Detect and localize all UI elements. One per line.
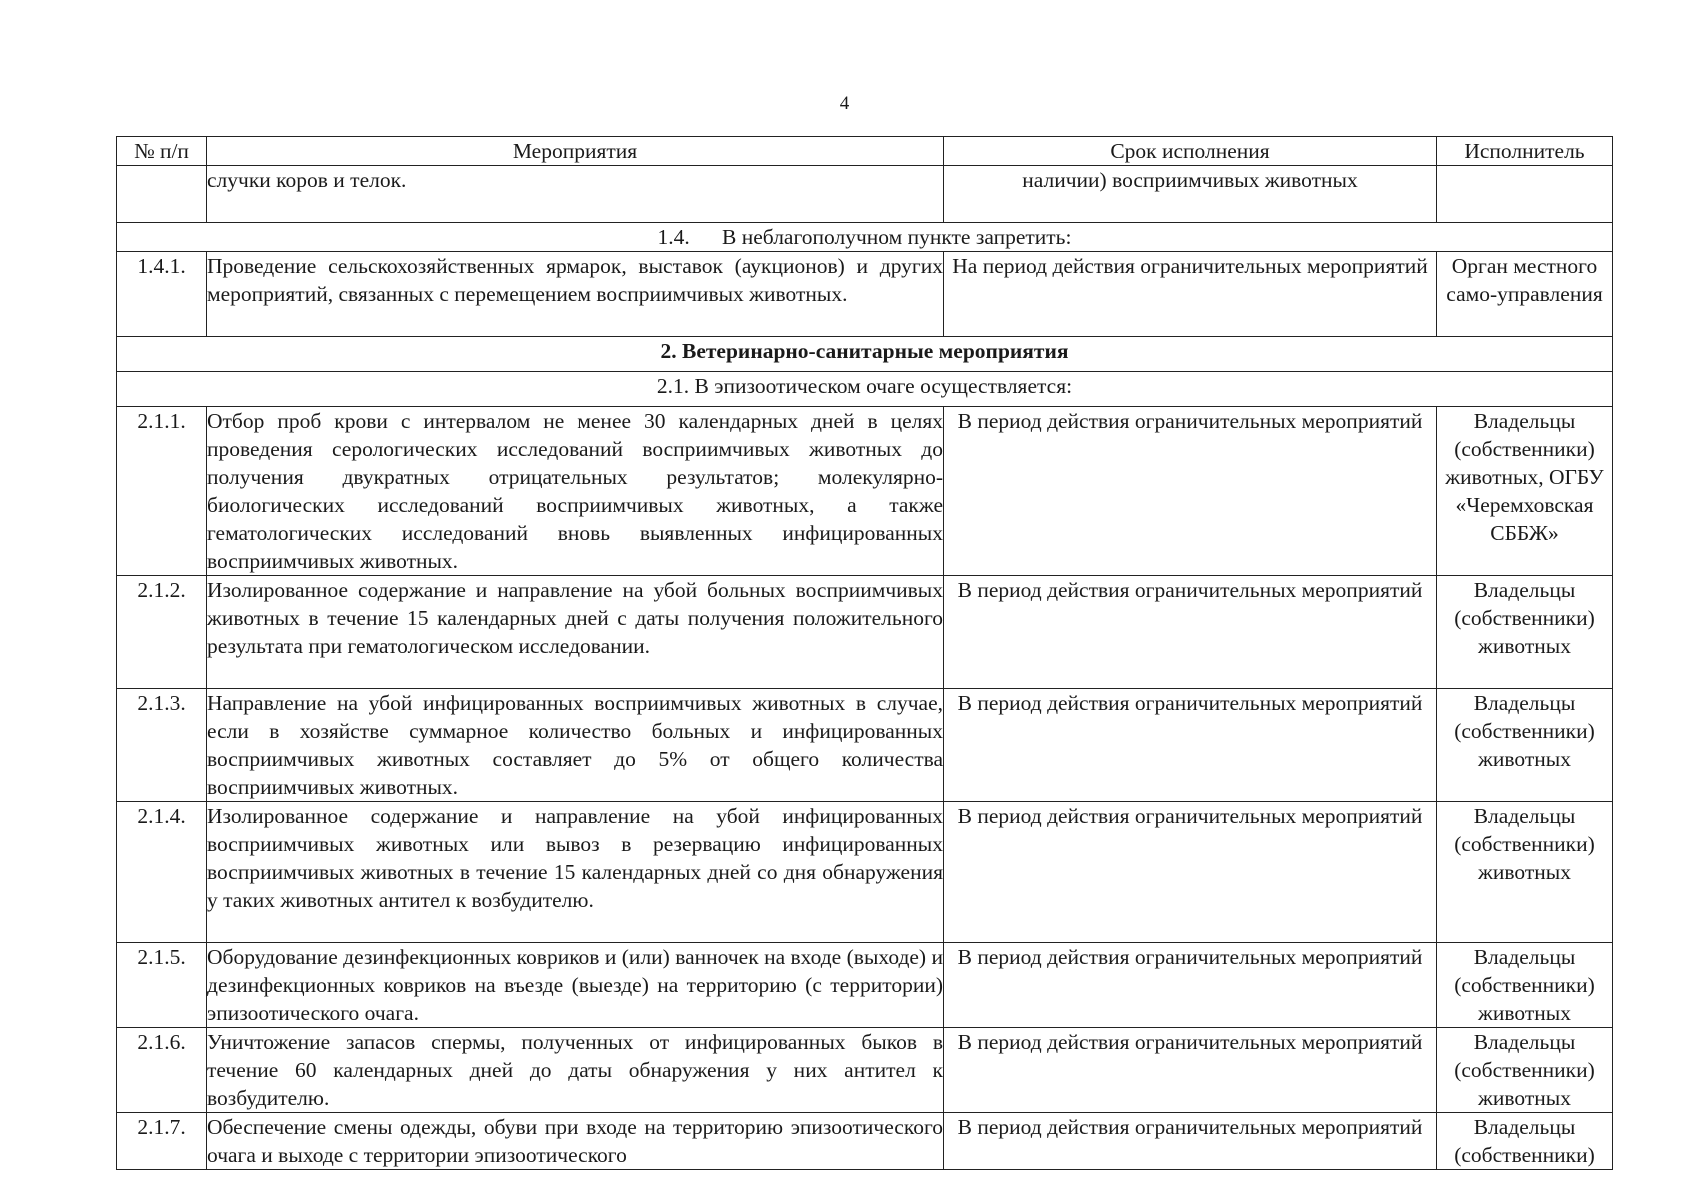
row-executor: Владельцы (собственники) животных [1437,576,1613,689]
table-row [117,1028,1613,1113]
row-executor: Владельцы (собственники) [1437,1113,1613,1170]
row-term: В период действия ограничительных мероприятий [944,576,1437,689]
row-measure: Обеспечение смены одежды, обуви при входе на территорию эпизоотического очага и выходе с территории эпизоотического [207,1113,944,1170]
table-row [117,1113,1613,1170]
row-number: 2.1.7. [117,1113,207,1170]
row-term: наличии) восприимчивых животных [944,166,1437,223]
row-measure: Уничтожение запасов спермы, полученных от инфицированных быков в течение 60 календарных дней до даты обнаружения у них антител к возбудителю. [207,1028,944,1113]
page-number: 4 [839,93,850,114]
table-row [117,802,1613,943]
row-term: В период действия ограничительных мероприятий [944,689,1437,802]
section-title: 2. Ветеринарно-санитарные мероприятия [117,337,1613,372]
table-header-row [117,137,1613,166]
section-row-2 [117,337,1613,372]
row-executor: Владельцы (собственники) животных [1437,943,1613,1028]
row-number: 2.1.1. [117,407,207,576]
row-executor: Владельцы (собственники) животных [1437,689,1613,802]
row-measure: Направление на убой инфицированных восприимчивых животных в случае, если в хозяйстве суммарное количество больных и инфицированных восприимчивых животных составляет до 5% от общего количества восприимчивых животных. [207,689,944,802]
row-measure: Отбор проб крови с интервалом не менее 30 календарных дней в целях проведения серологических исследований восприимчивых животных до получения двукратных отрицательных результатов; молекулярно-биологических исследований восприимчивых животных, а также гематологических исследований вновь выявленных инфицированных восприимчивых животных. [207,407,944,576]
row-executor [1437,166,1613,223]
header-measures: Мероприятия [207,137,944,166]
row-term: В период действия ограничительных мероприятий [944,943,1437,1028]
row-number: 2.1.3. [117,689,207,802]
row-measure: Изолированное содержание и направление на убой больных восприимчивых животных в течение 15 календарных дней с даты получения положительного результата при гематологическом исследовании. [207,576,944,689]
row-executor: Владельцы (собственники) животных [1437,1028,1613,1113]
header-executor: Исполнитель [1437,137,1613,166]
row-measure: Изолированное содержание и направление на убой инфицированных восприимчивых животных или вывоз в резервацию инфицированных восприимчивых животных в течение 15 календарных дней со дня обнаружения у таких животных антител к возбудителю. [207,802,944,943]
table-row [117,576,1613,689]
table-row [117,689,1613,802]
row-measure: случки коров и телок. [207,166,944,223]
row-number: 2.1.4. [117,802,207,943]
table-row [117,407,1613,576]
row-measure: Проведение сельскохозяйственных ярмарок, выставок (аукционов) и других мероприятий, связанных с перемещением восприимчивых животных. [207,252,944,337]
row-term: На период действия ограничительных мероприятий [944,252,1437,337]
row-number [117,166,207,223]
subsection-title: 1.4. В неблагополучном пункте запретить: [117,223,1613,252]
subsection-row-1-4 [117,223,1613,252]
row-term: В период действия ограничительных мероприятий [944,1028,1437,1113]
table-row [117,252,1613,337]
row-number: 1.4.1. [117,252,207,337]
subsection-title: 2.1. В эпизоотическом очаге осуществляется: [117,372,1613,407]
row-executor: Владельцы (собственники) животных [1437,802,1613,943]
table-row-continuation [117,166,1613,223]
row-term: В период действия ограничительных мероприятий [944,407,1437,576]
measures-table [116,136,1613,1170]
row-executor: Владельцы (собственники) животных, ОГБУ «Черемховская СББЖ» [1437,407,1613,576]
header-number: № п/п [117,137,207,166]
header-term: Срок исполнения [944,137,1437,166]
row-term: В период действия ограничительных мероприятий [944,802,1437,943]
row-executor: Орган местного само-управления [1437,252,1613,337]
row-number: 2.1.5. [117,943,207,1028]
row-term: В период действия ограничительных мероприятий [944,1113,1437,1170]
row-number: 2.1.2. [117,576,207,689]
table-row [117,943,1613,1028]
row-measure: Оборудование дезинфекционных ковриков и (или) ванночек на входе (выходе) и дезинфекционных ковриков на въезде (выезде) на территорию (с территории) эпизоотического очага. [207,943,944,1028]
row-number: 2.1.6. [117,1028,207,1113]
subsection-row-2-1 [117,372,1613,407]
